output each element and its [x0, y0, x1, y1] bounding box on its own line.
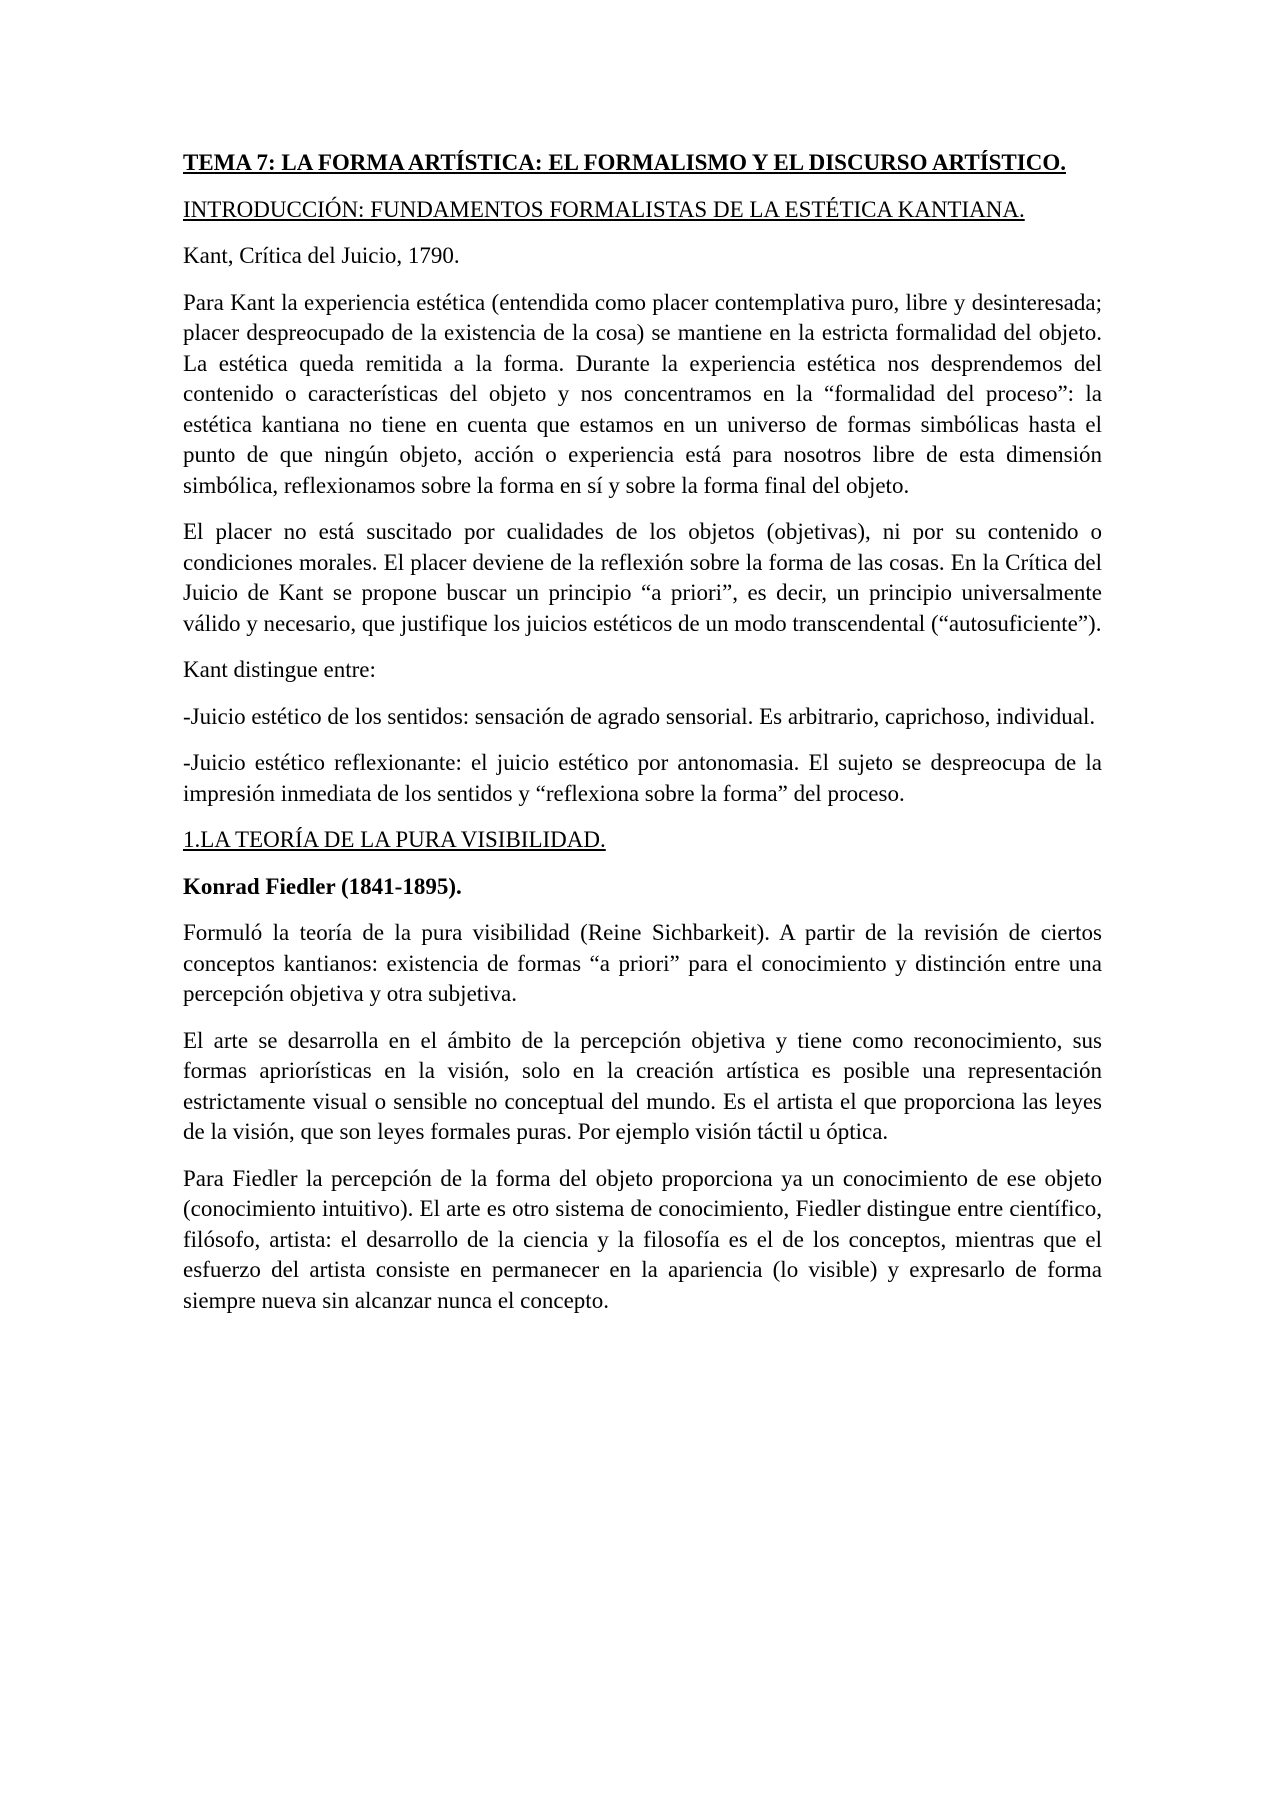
paragraph-fiedler-knowledge: Para Fiedler la percepción de la forma del objeto proporciona ya un conocimiento de ese objeto (conocimiento intuitivo). El arte es otro sistema de conocimiento, Fiedler distingue entre científico, filósofo, artista: el desarrollo de la ciencia y la filosofía es el de los conceptos, mientras que el esfuerzo del artista consiste en permanecer en la apariencia (lo visible) y expresarlo de forma siempre nueva sin alcanzar nunca el concepto.	[183, 1165, 1102, 1313]
section-1-heading: 1.LA TEORÍA DE LA PURA VISIBILIDAD.	[183, 827, 606, 852]
kant-reference: Kant, Crítica del Juicio, 1790.	[183, 243, 460, 268]
document-title: TEMA 7: LA FORMA ARTÍSTICA: EL FORMALISMO Y EL DISCURSO ARTÍSTICO.	[183, 150, 1066, 175]
judgment-senses-item: -Juicio estético de los sentidos: sensación de agrado sensorial. Es arbitrario, caprichoso, individual.	[183, 703, 1096, 729]
judgment-reflective-item: -Juicio estético reflexionante: el juicio estético por antonomasia. El sujeto se despreocupa de la impresión inmediata de los sentidos y “reflexiona sobre la forma” del proceso.	[183, 750, 1102, 806]
intro-heading: INTRODUCCIÓN: FUNDAMENTOS FORMALISTAS DE LA ESTÉTICA KANTIANA.	[183, 196, 1025, 222]
paragraph-kant-experience: Para Kant la experiencia estética (entendida como placer contemplativa puro, libre y desinteresada; placer despreocupado de la existencia de la cosa) se mantiene en la estricta formalidad del objeto. La estética queda remitida a la forma. Durante la experiencia estética nos desprendemos del contenido o características del objeto y nos concentramos en la “formalidad del proceso”: la estética kantiana no tiene en cuenta que estamos en un universo de formas simbólicas hasta el punto de que ningún objeto, acción o experiencia está para nosotros libre de esta dimensión simbólica, reflexionamos sobre la forma en sí y sobre la forma final del objeto.	[183, 289, 1102, 498]
paragraph-art-perception: El arte se desarrolla en el ámbito de la percepción objetiva y tiene como reconocimiento, sus formas apriorísticas en la visión, solo en la creación artística es posible una representación estrictamente visual o sensible no conceptual del mundo. Es el artista el que proporciona las leyes de la visión, que son leyes formales puras. Por ejemplo visión táctil u óptica.	[183, 1027, 1102, 1144]
fiedler-name: Konrad Fiedler (1841-1895).	[183, 873, 462, 899]
document-body	[183, 148, 1102, 1332]
paragraph-fiedler-theory: Formuló la teoría de la pura visibilidad (Reine Sichbarkeit). A partir de la revisión de ciertos conceptos kantianos: existencia de formas “a priori” para el conocimiento y distinción entre una percepción objetiva y otra subjetiva.	[183, 920, 1102, 1006]
kant-distinguishes-line: Kant distingue entre:	[183, 657, 376, 682]
paragraph-kant-pleasure: El placer no está suscitado por cualidades de los objetos (objetivas), ni por su contenido o condiciones morales. El placer deviene de la reflexión sobre la forma de las cosas. En la Crítica del Juicio de Kant se propone buscar un principio “a priori”, es decir, un principio universalmente válido y necesario, que justifique los juicios estéticos de un modo transcendental (“autosuficiente”).	[183, 519, 1102, 636]
